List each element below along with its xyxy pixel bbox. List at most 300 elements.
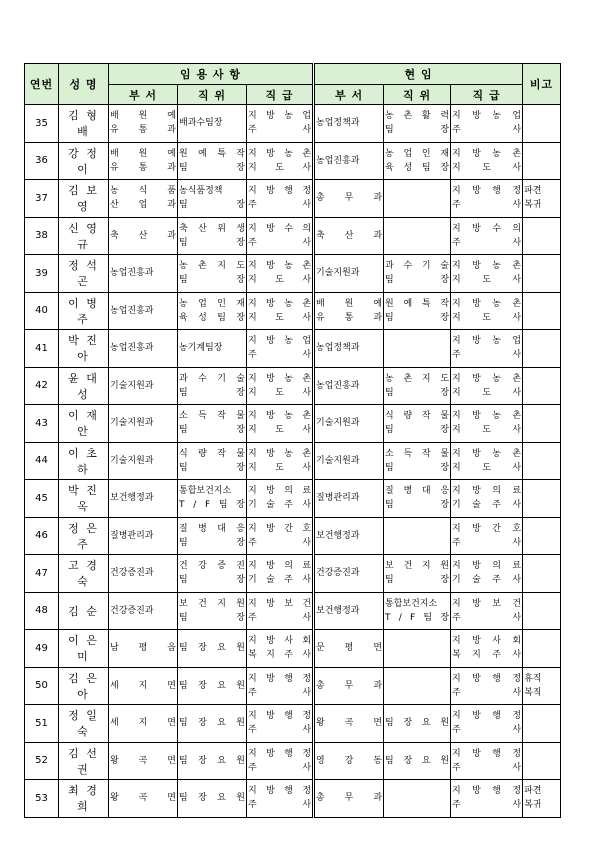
current-dept: 총 무 과 — [316, 680, 383, 691]
appointment-position: 축 산 위 생 팀 장 — [179, 223, 245, 248]
current-rank: 지 방 보 건 주 사 — [452, 598, 522, 623]
table-row — [25, 180, 561, 218]
row-number-cell: 49 — [25, 630, 59, 668]
appointment-position-cell — [178, 592, 247, 630]
current-dept-cell — [314, 630, 384, 668]
row-number-cell: 44 — [25, 442, 59, 480]
current-dept: 기술지원과 — [316, 268, 360, 279]
note-cell — [523, 217, 561, 255]
current-dept: 질병관리과 — [316, 493, 360, 504]
current-dept-cell — [314, 180, 384, 218]
current-dept: 영 강 동 — [316, 755, 383, 766]
appointment-dept-cell — [109, 367, 178, 405]
appointment-rank: 지 방 농 촌 지 도 사 — [248, 411, 312, 436]
person-name-cell: 정 석 곤 — [59, 255, 109, 293]
appointment-dept: 왕 곡 면 — [110, 793, 176, 804]
current-position-cell — [384, 630, 451, 668]
appointment-dept-cell — [109, 180, 178, 218]
note-cell — [523, 705, 561, 743]
current-rank: 지 방 농 촌 지 도 사 — [452, 261, 522, 286]
person-name-cell: 윤 대 성 — [59, 367, 109, 405]
person-name-cell: 최 경 희 — [59, 780, 109, 818]
current-dept-cell — [314, 255, 384, 293]
current-rank: 지 방 수 의 주 사 — [452, 223, 522, 248]
row-number-cell: 37 — [25, 180, 59, 218]
table-row — [25, 480, 561, 518]
current-rank-cell — [451, 442, 523, 480]
current-rank-cell — [451, 330, 523, 368]
appointment-rank: 지 방 간 호 주 사 — [248, 523, 312, 548]
appointment-dept-cell — [109, 442, 178, 480]
current-dept-cell — [314, 517, 384, 555]
person-name-cell: 정 은 주 — [59, 517, 109, 555]
appointment-dept: 배 원 예 유 통 과 — [110, 148, 176, 173]
appointment-dept: 농업진흥과 — [110, 305, 154, 316]
current-position: 팀 장 요 원 — [385, 718, 450, 729]
table-row — [25, 217, 561, 255]
current-rank-cell — [451, 180, 523, 218]
person-name-cell: 이 초 하 — [59, 442, 109, 480]
row-number-cell: 43 — [25, 405, 59, 443]
current-rank: 지 방 행 정 주 사 — [452, 186, 522, 211]
appointment-rank-cell — [247, 292, 314, 330]
table-row — [25, 517, 561, 555]
appointment-dept: 세 지 면 — [110, 680, 176, 691]
note-cell — [523, 330, 561, 368]
row-number-cell: 50 — [25, 667, 59, 705]
appointment-rank: 지 방 농 촌 지 도 사 — [248, 261, 312, 286]
appointment-rank: 지 방 보 건 주 사 — [248, 598, 312, 623]
appointment-rank-cell — [247, 180, 314, 218]
row-number-cell: 53 — [25, 780, 59, 818]
current-rank: 지 방 행 정 주 사 — [452, 748, 522, 773]
appointment-position: 농기계팀장 — [179, 343, 223, 354]
current-dept-cell — [314, 405, 384, 443]
row-number-cell: 38 — [25, 217, 59, 255]
person-name-cell: 김 은 아 — [59, 667, 109, 705]
appointment-dept-cell — [109, 330, 178, 368]
appointment-dept: 배 원 예 유 통 과 — [110, 111, 176, 136]
appointment-position-cell — [178, 292, 247, 330]
appointment-position-cell — [178, 705, 247, 743]
appointment-position-cell — [178, 555, 247, 593]
appointment-dept: 왕 곡 면 — [110, 755, 176, 766]
appointment-dept-cell — [109, 630, 178, 668]
appointment-rank-cell — [247, 555, 314, 593]
header-current-position: 직 위 — [384, 85, 451, 105]
appointment-position-cell — [178, 105, 247, 143]
current-dept: 문 평 면 — [316, 643, 383, 654]
current-position: 팀 장 요 원 — [385, 755, 450, 766]
appointment-dept-cell — [109, 405, 178, 443]
person-name-cell: 김 형 배 — [59, 105, 109, 143]
current-rank-cell — [451, 667, 523, 705]
current-dept-cell — [314, 292, 384, 330]
current-position: 보 건 지 원 팀 장 — [385, 561, 450, 586]
appointment-dept: 기술지원과 — [110, 380, 154, 391]
header-note: 비고 — [523, 64, 561, 105]
appointment-dept-cell — [109, 555, 178, 593]
person-name-cell: 고 경 숙 — [59, 555, 109, 593]
appointment-rank-cell — [247, 780, 314, 818]
note-cell — [523, 742, 561, 780]
appointment-dept: 농 식 품 산 업 과 — [110, 186, 176, 211]
appointment-rank-cell — [247, 142, 314, 180]
appointment-rank-cell — [247, 480, 314, 518]
appointment-rank: 지 방 농 촌 지 도 사 — [248, 298, 312, 323]
appointment-rank-cell — [247, 742, 314, 780]
current-rank-cell — [451, 367, 523, 405]
table-row — [25, 405, 561, 443]
current-dept: 보건행정과 — [316, 530, 360, 541]
row-number-cell: 48 — [25, 592, 59, 630]
person-name-cell: 박 진 옥 — [59, 480, 109, 518]
current-position-cell — [384, 442, 451, 480]
current-position-cell — [384, 405, 451, 443]
appointment-position: 팀 장 요 원 — [179, 680, 245, 691]
appointment-position: 팀 장 요 원 — [179, 755, 245, 766]
note-cell — [523, 592, 561, 630]
current-dept: 총 무 과 — [316, 793, 383, 804]
appointment-position-cell — [178, 217, 247, 255]
current-dept: 농업정책과 — [316, 343, 360, 354]
person-name-cell: 정 일 숙 — [59, 705, 109, 743]
appointment-rank: 지 방 행 정 주 사 — [248, 748, 312, 773]
row-number-cell: 46 — [25, 517, 59, 555]
current-dept: 왕 곡 면 — [316, 718, 383, 729]
appointment-rank-cell — [247, 705, 314, 743]
appointment-position-cell — [178, 630, 247, 668]
appointment-dept-cell — [109, 780, 178, 818]
note-cell — [523, 292, 561, 330]
current-dept: 농업진흥과 — [316, 380, 360, 391]
person-name-cell: 김 보 영 — [59, 180, 109, 218]
appointment-dept-cell — [109, 742, 178, 780]
appointment-rank: 지 방 농 촌 지 도 사 — [248, 448, 312, 473]
table-row — [25, 780, 561, 818]
note-cell: 파견 복귀 — [523, 780, 561, 818]
current-dept-cell — [314, 442, 384, 480]
appointment-dept-cell — [109, 105, 178, 143]
row-number-cell: 52 — [25, 742, 59, 780]
appointment-rank-cell — [247, 667, 314, 705]
appointment-position-cell — [178, 180, 247, 218]
table-row — [25, 630, 561, 668]
note-cell — [523, 555, 561, 593]
note-cell: 파견 복귀 — [523, 180, 561, 218]
current-dept: 보건행정과 — [316, 605, 360, 616]
row-number-cell: 51 — [25, 705, 59, 743]
appointment-dept: 질병관리과 — [110, 530, 154, 541]
current-rank-cell — [451, 405, 523, 443]
current-rank: 지 방 농 촌 지 도 사 — [452, 411, 522, 436]
current-dept-cell — [314, 742, 384, 780]
appointment-rank: 지 방 행 정 주 사 — [248, 786, 312, 811]
current-dept-cell — [314, 367, 384, 405]
appointment-position: 농 촌 지 도 팀 장 — [179, 261, 245, 286]
row-number-cell: 47 — [25, 555, 59, 593]
appointment-dept-cell — [109, 667, 178, 705]
appointment-dept-cell — [109, 592, 178, 630]
current-position-cell — [384, 217, 451, 255]
appointment-position: 팀 장 요 원 — [179, 793, 245, 804]
current-dept: 축 산 과 — [316, 230, 383, 241]
table-row — [25, 742, 561, 780]
table-row — [25, 255, 561, 293]
note-cell — [523, 255, 561, 293]
appointment-position-cell — [178, 480, 247, 518]
current-rank-cell — [451, 105, 523, 143]
current-rank: 지 방 농 업 주 사 — [452, 336, 522, 361]
current-dept: 배 원 예 유 통 과 — [316, 298, 383, 323]
current-rank-cell — [451, 480, 523, 518]
current-rank: 지 방 의 료 기 술 주 사 — [452, 486, 522, 511]
current-rank: 지 방 행 정 주 사 — [452, 711, 522, 736]
table-row — [25, 592, 561, 630]
appointment-rank-cell — [247, 105, 314, 143]
note-cell — [523, 142, 561, 180]
current-dept-cell — [314, 780, 384, 818]
current-rank: 지 방 간 호 주 사 — [452, 523, 522, 548]
table-body — [25, 105, 561, 818]
current-dept-cell — [314, 217, 384, 255]
current-dept: 농업진흥과 — [316, 155, 360, 166]
current-dept: 기술지원과 — [316, 418, 360, 429]
current-position: 농 촌 지 도 팀 장 — [385, 373, 450, 398]
current-dept: 농업정책과 — [316, 118, 360, 129]
person-name-cell: 신 영 규 — [59, 217, 109, 255]
appointment-position-cell — [178, 442, 247, 480]
appointment-rank: 지 방 의 료 기 술 주 사 — [248, 561, 312, 586]
person-name-cell: 이 병 주 — [59, 292, 109, 330]
row-number-cell: 40 — [25, 292, 59, 330]
appointment-position: 건 강 증 진 팀 장 — [179, 561, 245, 586]
current-position-cell — [384, 480, 451, 518]
appointment-rank-cell — [247, 517, 314, 555]
row-number-cell: 45 — [25, 480, 59, 518]
appointment-rank-cell — [247, 255, 314, 293]
current-rank: 지 방 농 촌 지 도 사 — [452, 148, 522, 173]
current-rank-cell — [451, 255, 523, 293]
appointment-position-cell — [178, 742, 247, 780]
appointment-dept: 기술지원과 — [110, 455, 154, 466]
appointment-dept-cell — [109, 217, 178, 255]
appointment-position-cell — [178, 142, 247, 180]
table-row — [25, 367, 561, 405]
note-cell — [523, 367, 561, 405]
appointment-rank: 지 방 행 정 주 사 — [248, 711, 312, 736]
current-dept-cell — [314, 142, 384, 180]
person-name-cell: 강 정 이 — [59, 142, 109, 180]
current-rank: 지 방 행 정 주 사 — [452, 786, 522, 811]
current-rank-cell — [451, 742, 523, 780]
current-position-cell — [384, 330, 451, 368]
current-rank-cell — [451, 630, 523, 668]
current-position: 과 수 기 술 팀 장 — [385, 261, 450, 286]
current-position-cell — [384, 780, 451, 818]
appointment-dept: 건강증진과 — [110, 568, 154, 579]
appointment-rank: 지 방 농 업 주 사 — [248, 336, 312, 361]
person-name-cell: 이 재 안 — [59, 405, 109, 443]
current-rank-cell — [451, 142, 523, 180]
appointment-rank: 지 방 사 회 복 지 주 사 — [248, 636, 312, 661]
current-position-cell — [384, 292, 451, 330]
appointment-rank: 지 방 농 업 주 사 — [248, 111, 312, 136]
current-dept-cell — [314, 105, 384, 143]
appointment-dept: 보건행정과 — [110, 493, 154, 504]
appointment-position: 통합보건지소 T / F 팀 장 — [179, 486, 245, 511]
current-rank-cell — [451, 517, 523, 555]
current-dept: 총 무 과 — [316, 193, 383, 204]
current-position-cell — [384, 705, 451, 743]
current-rank-cell — [451, 555, 523, 593]
current-dept-cell — [314, 480, 384, 518]
appointment-position-cell — [178, 517, 247, 555]
appointment-rank: 지 방 수 의 주 사 — [248, 223, 312, 248]
appointment-position: 농 업 인 재 육 성 팀 장 — [179, 298, 245, 323]
current-position-cell — [384, 592, 451, 630]
header-name: 성 명 — [59, 64, 109, 105]
person-name-cell: 김 순 — [59, 592, 109, 630]
appointment-position: 질 병 대 응 팀 장 — [179, 523, 245, 548]
current-position-cell — [384, 255, 451, 293]
header-no: 연번 — [25, 64, 59, 105]
current-rank: 지 방 농 촌 지 도 사 — [452, 373, 522, 398]
current-position: 통합보건지소 T / F 팀 장 — [385, 598, 450, 623]
appointment-position: 팀 장 요 원 — [179, 643, 245, 654]
note-cell — [523, 630, 561, 668]
appointment-rank-cell — [247, 592, 314, 630]
header-appointment-dept: 부 서 — [109, 85, 178, 105]
appointment-rank: 지 방 행 정 주 사 — [248, 186, 312, 211]
table-row — [25, 442, 561, 480]
current-position-cell — [384, 517, 451, 555]
personnel-table — [24, 63, 561, 818]
row-number-cell: 42 — [25, 367, 59, 405]
current-position: 농 촌 활 력 팀 장 — [385, 111, 450, 136]
appointment-rank: 지 방 행 정 주 사 — [248, 673, 312, 698]
appointment-dept: 농업진흥과 — [110, 268, 154, 279]
header-appointment-rank: 직 급 — [247, 85, 314, 105]
row-number-cell: 36 — [25, 142, 59, 180]
person-name-cell: 김 선 권 — [59, 742, 109, 780]
table-row — [25, 555, 561, 593]
appointment-position: 과 수 기 술 팀 장 — [179, 373, 245, 398]
current-position-cell — [384, 667, 451, 705]
appointment-dept: 건강증진과 — [110, 605, 154, 616]
appointment-dept: 기술지원과 — [110, 418, 154, 429]
note-cell — [523, 405, 561, 443]
current-dept: 기술지원과 — [316, 455, 360, 466]
table-row — [25, 705, 561, 743]
current-position-cell — [384, 742, 451, 780]
appointment-rank: 지 방 농 촌 지 도 사 — [248, 373, 312, 398]
current-position-cell — [384, 180, 451, 218]
table-row — [25, 330, 561, 368]
appointment-dept: 축 산 과 — [110, 230, 176, 241]
table-row — [25, 142, 561, 180]
appointment-position-cell — [178, 255, 247, 293]
appointment-dept-cell — [109, 517, 178, 555]
current-rank: 지 방 농 촌 지 도 사 — [452, 448, 522, 473]
appointment-position-cell — [178, 780, 247, 818]
appointment-dept: 남 평 읍 — [110, 643, 176, 654]
note-cell: 휴직 복직 — [523, 667, 561, 705]
header-current-dept: 부 서 — [314, 85, 384, 105]
current-position-cell — [384, 555, 451, 593]
appointment-position-cell — [178, 367, 247, 405]
current-position: 농 업 인 재 육 성 팀 장 — [385, 148, 450, 173]
current-dept-cell — [314, 705, 384, 743]
note-cell — [523, 517, 561, 555]
appointment-position-cell — [178, 667, 247, 705]
note-cell — [523, 105, 561, 143]
current-rank: 지 방 의 료 기 술 주 사 — [452, 561, 522, 586]
appointment-position: 농식품정책 팀 장 — [179, 186, 245, 211]
current-rank-cell — [451, 780, 523, 818]
current-dept-cell — [314, 330, 384, 368]
appointment-dept: 농업진흥과 — [110, 343, 154, 354]
appointment-position-cell — [178, 330, 247, 368]
current-position-cell — [384, 367, 451, 405]
current-dept-cell — [314, 667, 384, 705]
table-row — [25, 667, 561, 705]
note-cell — [523, 442, 561, 480]
appointment-position: 원 예 특 작 팀 장 — [179, 148, 245, 173]
appointment-rank-cell — [247, 217, 314, 255]
appointment-dept: 세 지 면 — [110, 718, 176, 729]
row-number-cell: 39 — [25, 255, 59, 293]
current-rank: 지 방 농 업 주 사 — [452, 111, 522, 136]
current-rank-cell — [451, 292, 523, 330]
current-rank-cell — [451, 592, 523, 630]
header-appointment-position: 직 위 — [178, 85, 247, 105]
appointment-dept-cell — [109, 480, 178, 518]
current-dept: 건강증진과 — [316, 568, 360, 579]
current-dept-cell — [314, 555, 384, 593]
header-current-rank: 직 급 — [451, 85, 523, 105]
appointment-dept-cell — [109, 292, 178, 330]
appointment-dept-cell — [109, 705, 178, 743]
appointment-position: 소 득 작 물 팀 장 — [179, 411, 245, 436]
note-cell — [523, 480, 561, 518]
appointment-rank-cell — [247, 442, 314, 480]
appointment-rank-cell — [247, 367, 314, 405]
current-rank-cell — [451, 705, 523, 743]
current-position-cell — [384, 142, 451, 180]
current-rank: 지 방 농 촌 지 도 사 — [452, 298, 522, 323]
person-name-cell: 이 은 미 — [59, 630, 109, 668]
appointment-dept-cell — [109, 142, 178, 180]
current-rank: 지 방 행 정 주 사 — [452, 673, 522, 698]
current-position-cell — [384, 105, 451, 143]
current-rank: 지 방 사 회 복 지 주 사 — [452, 636, 522, 661]
person-name-cell: 박 진 아 — [59, 330, 109, 368]
table-row — [25, 292, 561, 330]
current-position: 원 예 특 작 팀 장 — [385, 298, 450, 323]
current-dept-cell — [314, 592, 384, 630]
appointment-rank-cell — [247, 330, 314, 368]
appointment-rank-cell — [247, 405, 314, 443]
appointment-rank: 지 방 의 료 기 술 주 사 — [248, 486, 312, 511]
row-number-cell: 41 — [25, 330, 59, 368]
appointment-position-cell — [178, 405, 247, 443]
current-position: 소 득 작 물 팀 장 — [385, 448, 450, 473]
appointment-rank: 지 방 농 촌 지 도 사 — [248, 148, 312, 173]
row-number-cell: 35 — [25, 105, 59, 143]
appointment-position: 팀 장 요 원 — [179, 718, 245, 729]
appointment-position: 식 량 작 물 팀 장 — [179, 448, 245, 473]
